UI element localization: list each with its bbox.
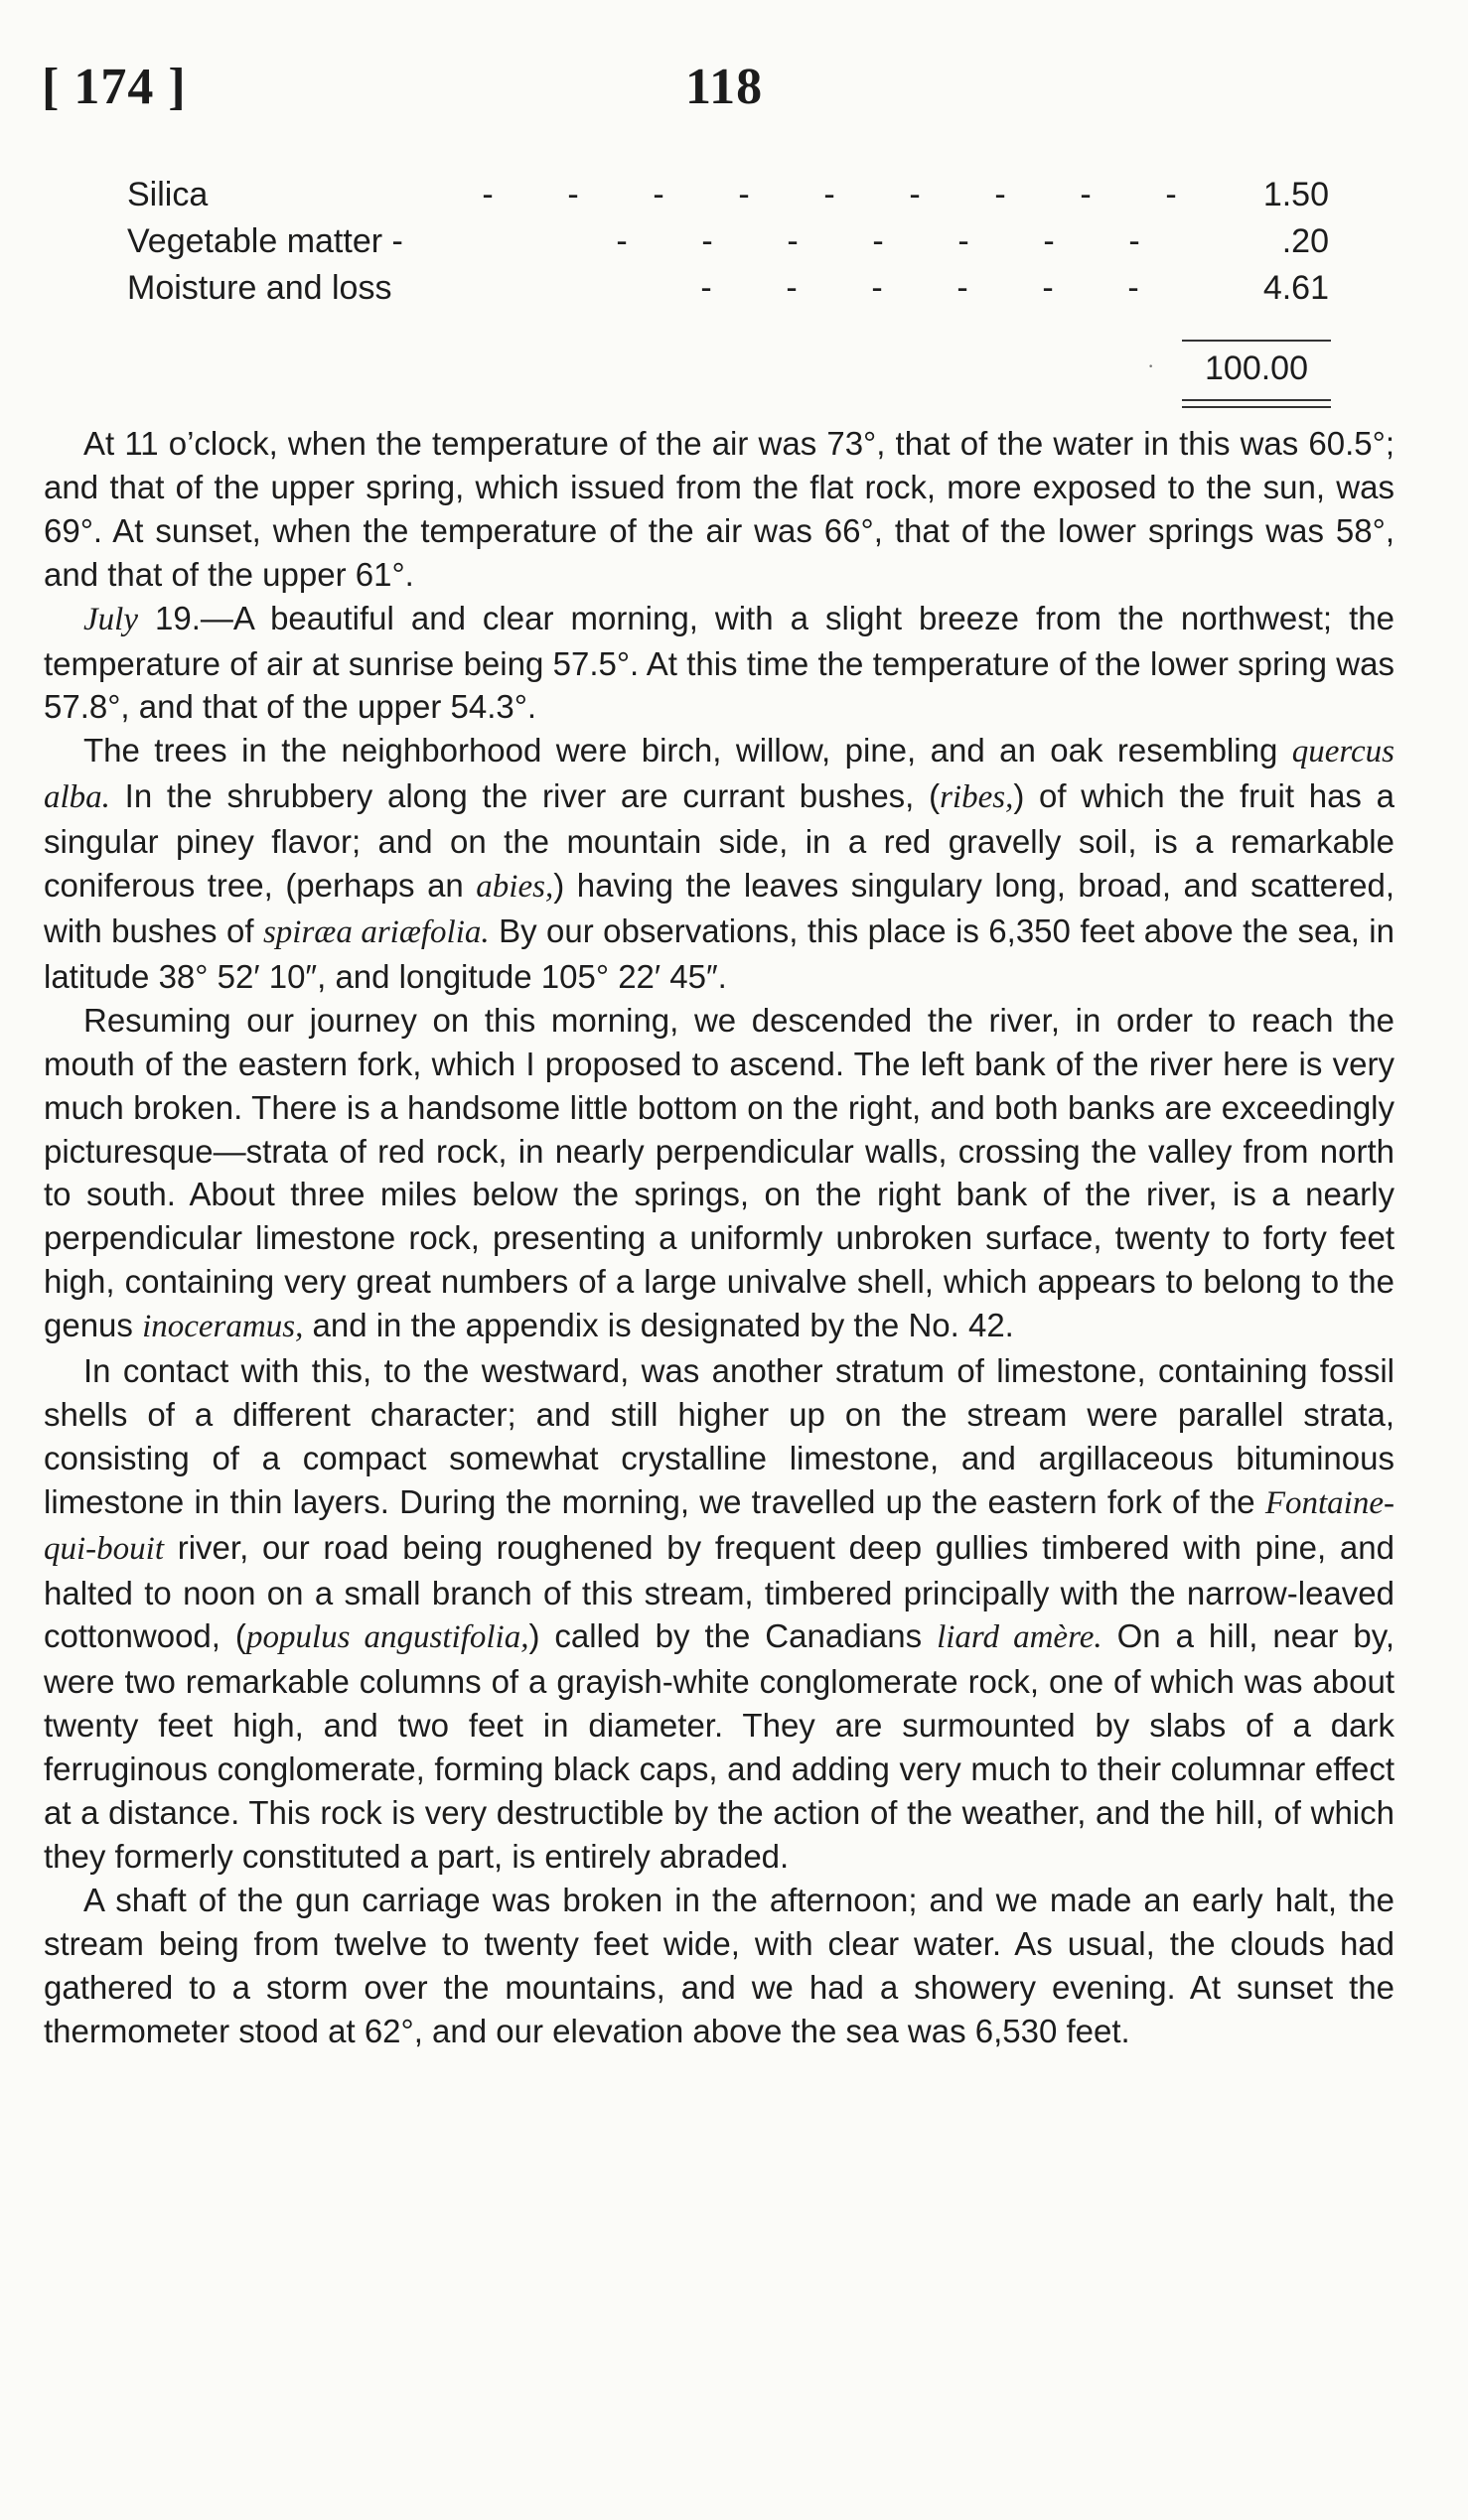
table-row xyxy=(127,264,1329,312)
date-label: July xyxy=(83,601,138,637)
row-label: Moisture and loss xyxy=(127,269,392,307)
page-number-bracketed: [ 174 ] xyxy=(42,59,187,115)
species-name: quercus alba. xyxy=(44,734,1395,816)
body-text xyxy=(44,422,1395,2053)
row-label: Silica xyxy=(127,176,209,213)
paragraph: A shaft of the gun carriage was broken in the afternoon; and we made an early halt, the stream being from twelve to twenty feet wide, with clear water. As usual, the clouds had gathered to a storm over the mountains, and we had a showery evening. At sunset the thermometer stood at 62°, and our elevation above the sea was 6,530 feet. xyxy=(44,1881,1395,2049)
species-name: spiræa ariæfolia. xyxy=(262,913,490,950)
leader-dots: - - - - - - - - - xyxy=(482,176,1177,213)
paragraph: Resuming our journey on this morning, we descended the river, in order to reach the mouth of the eastern fork, which I proposed to ascend. The left bank of the river here is very much broken. There is a handsome little bottom on the right, and both banks are exceedingly picturesque—strata of red rock, in nearly perpendicular walls, crossing the valley from north to south. About three miles below the springs, on the right bank of the river, is a nearly perpendicular limestone rock, presenting a uniformly unbroken surface, twenty to forty feet high, containing very great numbers of a large univalve shell, which appears to belong to the genus inoceramus, and in the appendix is designated by the No. 42. xyxy=(44,1001,1395,1345)
species-name: abies, xyxy=(476,869,554,906)
paragraph: In contact with this, to the westward, was another stratum of limestone, containing fossil shells of a different character; and still higher up on the stream were parallel strata, consisting of a compact somewhat crystalline limestone, and argillaceous bituminous limestone in thin layers. During the morning, we travelled up the eastern fork of the Fontaine-qui-bouit river, our road being roughened by frequent deep gullies timbered with pine, and halted to noon on a small branch of this stream, timbered principally with the narrow-leaved cottonwood, (populus angustifolia,) called by the Canadians liard amère. On a hill, near by, were two remarkable columns of a grayish-white conglomerate rock, one of which was about twenty feet high, and two feet in diameter. They are surmounted by slabs of a dark ferruginous conglomerate, forming black caps, and adding very much to their columnar effect at a distance. This rock is very destructible by the action of the weather, and the hill, of which they formerly constituted a part, is entirely abraded. xyxy=(44,1352,1395,1875)
table-row xyxy=(127,171,1329,218)
row-value: 1.50 xyxy=(1262,176,1329,213)
row-value: .20 xyxy=(1281,222,1329,260)
stray-mark: · xyxy=(1147,353,1155,378)
paragraph: The trees in the neighborhood were birch, willow, pine, and an oak resembling quercus alba. In the shrubbery along the river are currant bushes, (ribes,) of which the fruit has a singular piney flavor; and on the mountain side, in a red gravelly soil, is a remarkable coniferous tree, (perhaps an abies,) having the leaves singulary long, broad, and scattered, with bushes of spiræa ariæfolia. By our observations, this place is 6,350 feet above the sea, in latitude 38° 52′ 10″, and longitude 105° 22′ 45″. xyxy=(44,732,1395,995)
paragraph: July 19.—A beautiful and clear morning, with a slight breeze from the northwest; the temperature of air at sunrise being 57.5°. At this time the temperature of the lower spring was 57.8°, and that of the upper 54.3°. xyxy=(44,599,1395,726)
row-label: Vegetable matter - xyxy=(127,222,403,260)
leader-dots: - - - - - - xyxy=(700,269,1139,307)
species-name: ribes, xyxy=(940,779,1014,816)
table-row xyxy=(127,217,1329,265)
table-total: 100.00 xyxy=(1205,350,1308,387)
page-number: 118 xyxy=(685,59,764,115)
total-double-rule xyxy=(1182,399,1331,408)
genus-name: inoceramus, xyxy=(142,1309,304,1345)
row-value: 4.61 xyxy=(1262,269,1329,307)
common-name: liard amère. xyxy=(937,1619,1102,1656)
leader-dots: - - - - - - - xyxy=(616,222,1140,260)
river-name: Fontaine-qui-bouit xyxy=(44,1484,1395,1567)
species-name: populus angustifolia, xyxy=(245,1619,529,1656)
paragraph: At 11 o’clock, when the temperature of the air was 73°, that of the water in this was 60.5°; and that of the upper spring, which issued from the flat rock, more exposed to the sun, was 69°. At sunset, when the temperature of the air was 66°, that of the lower springs was 58°, and that of the upper 61°. xyxy=(44,425,1395,593)
sum-rule xyxy=(1182,340,1331,342)
